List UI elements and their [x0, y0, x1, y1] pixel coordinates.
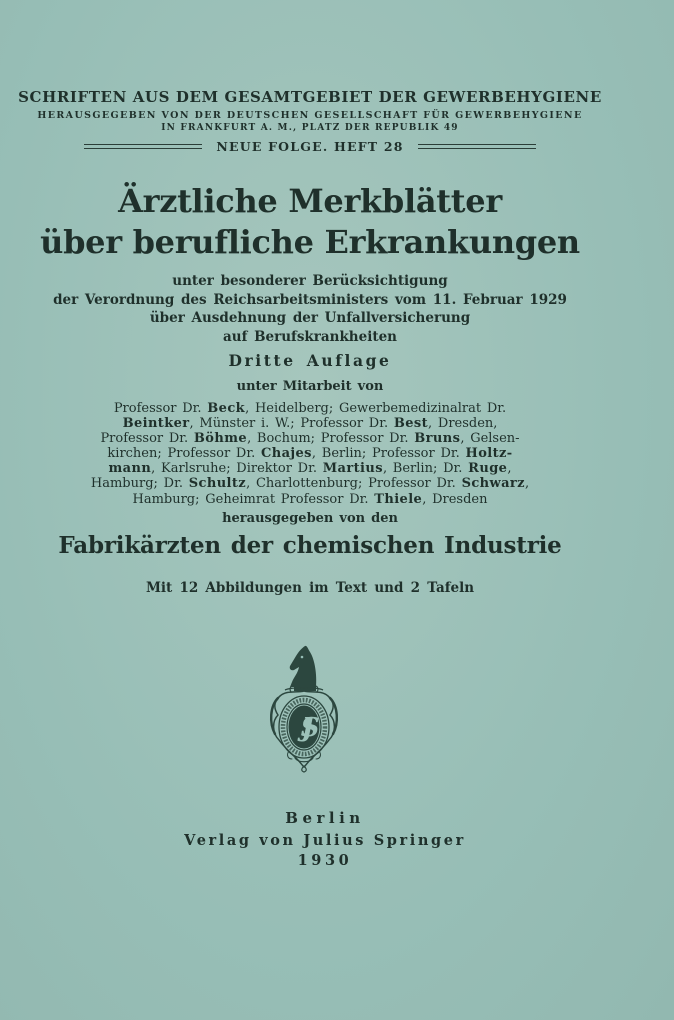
series-publisher-line2: IN FRANKFURT A. M., PLATZ DER REPUBLIK 49: [161, 123, 459, 133]
emblem-monogram: JS: [301, 713, 307, 743]
double-rule-right: [418, 144, 536, 149]
series-title: SCHRIFTEN AUS DEM GESAMTGEBIET DER GEWERBEHYGIENE: [18, 88, 602, 106]
contributor-line: [0, 431, 620, 446]
contributor-name: Schwarz: [461, 476, 525, 492]
contributor-name: Beintker: [122, 416, 190, 432]
issue-label: NEUE FOLGE. HEFT 28: [216, 139, 404, 154]
series-publisher-line1: HERAUSGEGEBEN VON DER DEUTSCHEN GESELLSCHAFT FÜR GEWERBEHYGIENE: [37, 110, 583, 121]
text-line: der Verordnung des Reichsarbeitsministers vom 11. Februar 1929: [53, 291, 567, 308]
text-line: über Ausdehnung der Unfallversicherung: [149, 310, 471, 327]
contributor-line: [0, 461, 620, 476]
contributor-line: [0, 492, 620, 507]
title-block: [0, 181, 620, 346]
contributor-text: , Dresden,: [428, 416, 498, 432]
book-title-line1: Ärztliche Merkblätter: [118, 182, 502, 220]
contributor-line: [0, 401, 620, 416]
contributor-name: Chajes: [260, 446, 312, 462]
contributor-line: [0, 476, 620, 491]
contributor-text: ,: [507, 461, 512, 477]
contributor-text: Hamburg; Geheimrat Professor Dr.: [132, 491, 375, 507]
contributor-name: Bruns: [414, 431, 461, 447]
springer-knight-emblem-icon: [261, 643, 347, 773]
contributor-text: , Berlin; Professor Dr.: [311, 446, 466, 462]
contributor-name: mann: [108, 461, 152, 477]
imprint-year: 1930: [297, 852, 353, 869]
contributor-text: Hamburg; Dr.: [90, 476, 189, 492]
text-line: auf Berufskrankheiten: [223, 328, 397, 345]
contributor-name: Ruge: [468, 461, 508, 477]
series-header: [0, 88, 620, 154]
contributor-name: Schultz: [188, 476, 247, 492]
contributor-name: Holtz-: [465, 446, 513, 462]
illustrations-note: Mit 12 Abbildungen im Text und 2 Tafeln: [145, 580, 475, 596]
contributor-text: , Berlin; Dr.: [382, 461, 469, 477]
contributor-text: , Dresden: [422, 491, 488, 507]
contributor-text: Professor Dr.: [100, 431, 194, 447]
book-title: [0, 181, 620, 263]
collaboration-intro: unter Mitarbeit von: [236, 379, 384, 394]
contributor-line: [0, 416, 620, 431]
editors-intro: herausgegeben von den: [222, 511, 398, 526]
contributor-text: Professor Dr.: [113, 401, 208, 416]
book-title-line2: über berufliche Erkrankungen: [40, 223, 580, 261]
contributor-name: Böhme: [193, 431, 248, 447]
contributor-text: ,: [524, 476, 530, 492]
edition-section: [0, 351, 620, 507]
publisher-section: [0, 511, 620, 596]
contributor-name: Martius: [322, 461, 383, 477]
contributor-line: [0, 446, 620, 461]
edition-label: Dritte Auflage: [228, 351, 392, 370]
contributor-text: , Charlottenburg; Professor Dr.: [246, 476, 462, 492]
imprint-city: Berlin: [285, 809, 365, 827]
contributor-text: , Bochum; Professor Dr.: [247, 431, 415, 447]
contributor-name: Best: [393, 416, 429, 432]
editors-name: Fabrikärzten der chemischen Industrie: [58, 532, 562, 559]
contributor-text: , Karlsruhe; Direktor Dr.: [151, 461, 323, 477]
contributor-text: , Münster i. W.; Professor Dr.: [189, 416, 394, 432]
imprint-publisher: Verlag von Julius Springer: [184, 832, 466, 849]
book-subtitle: [0, 272, 620, 346]
contributors-list: [0, 401, 620, 507]
contributor-text: , Heidelberg; Gewerbemedizinalrat Dr.: [245, 401, 507, 416]
text-line: unter besonderer Berücksichtigung: [172, 273, 448, 289]
horse-head-icon: [285, 646, 323, 691]
publisher-emblem: [0, 643, 620, 773]
issue-row: [84, 139, 536, 154]
contributor-name: Beck: [207, 401, 246, 416]
contributor-text: kirchen; Professor Dr.: [107, 446, 261, 462]
contributor-text: , Gelsen-: [460, 431, 520, 447]
contributor-name: Thiele: [374, 491, 423, 507]
double-rule-left: [84, 144, 202, 149]
imprint-section: [10, 809, 640, 869]
